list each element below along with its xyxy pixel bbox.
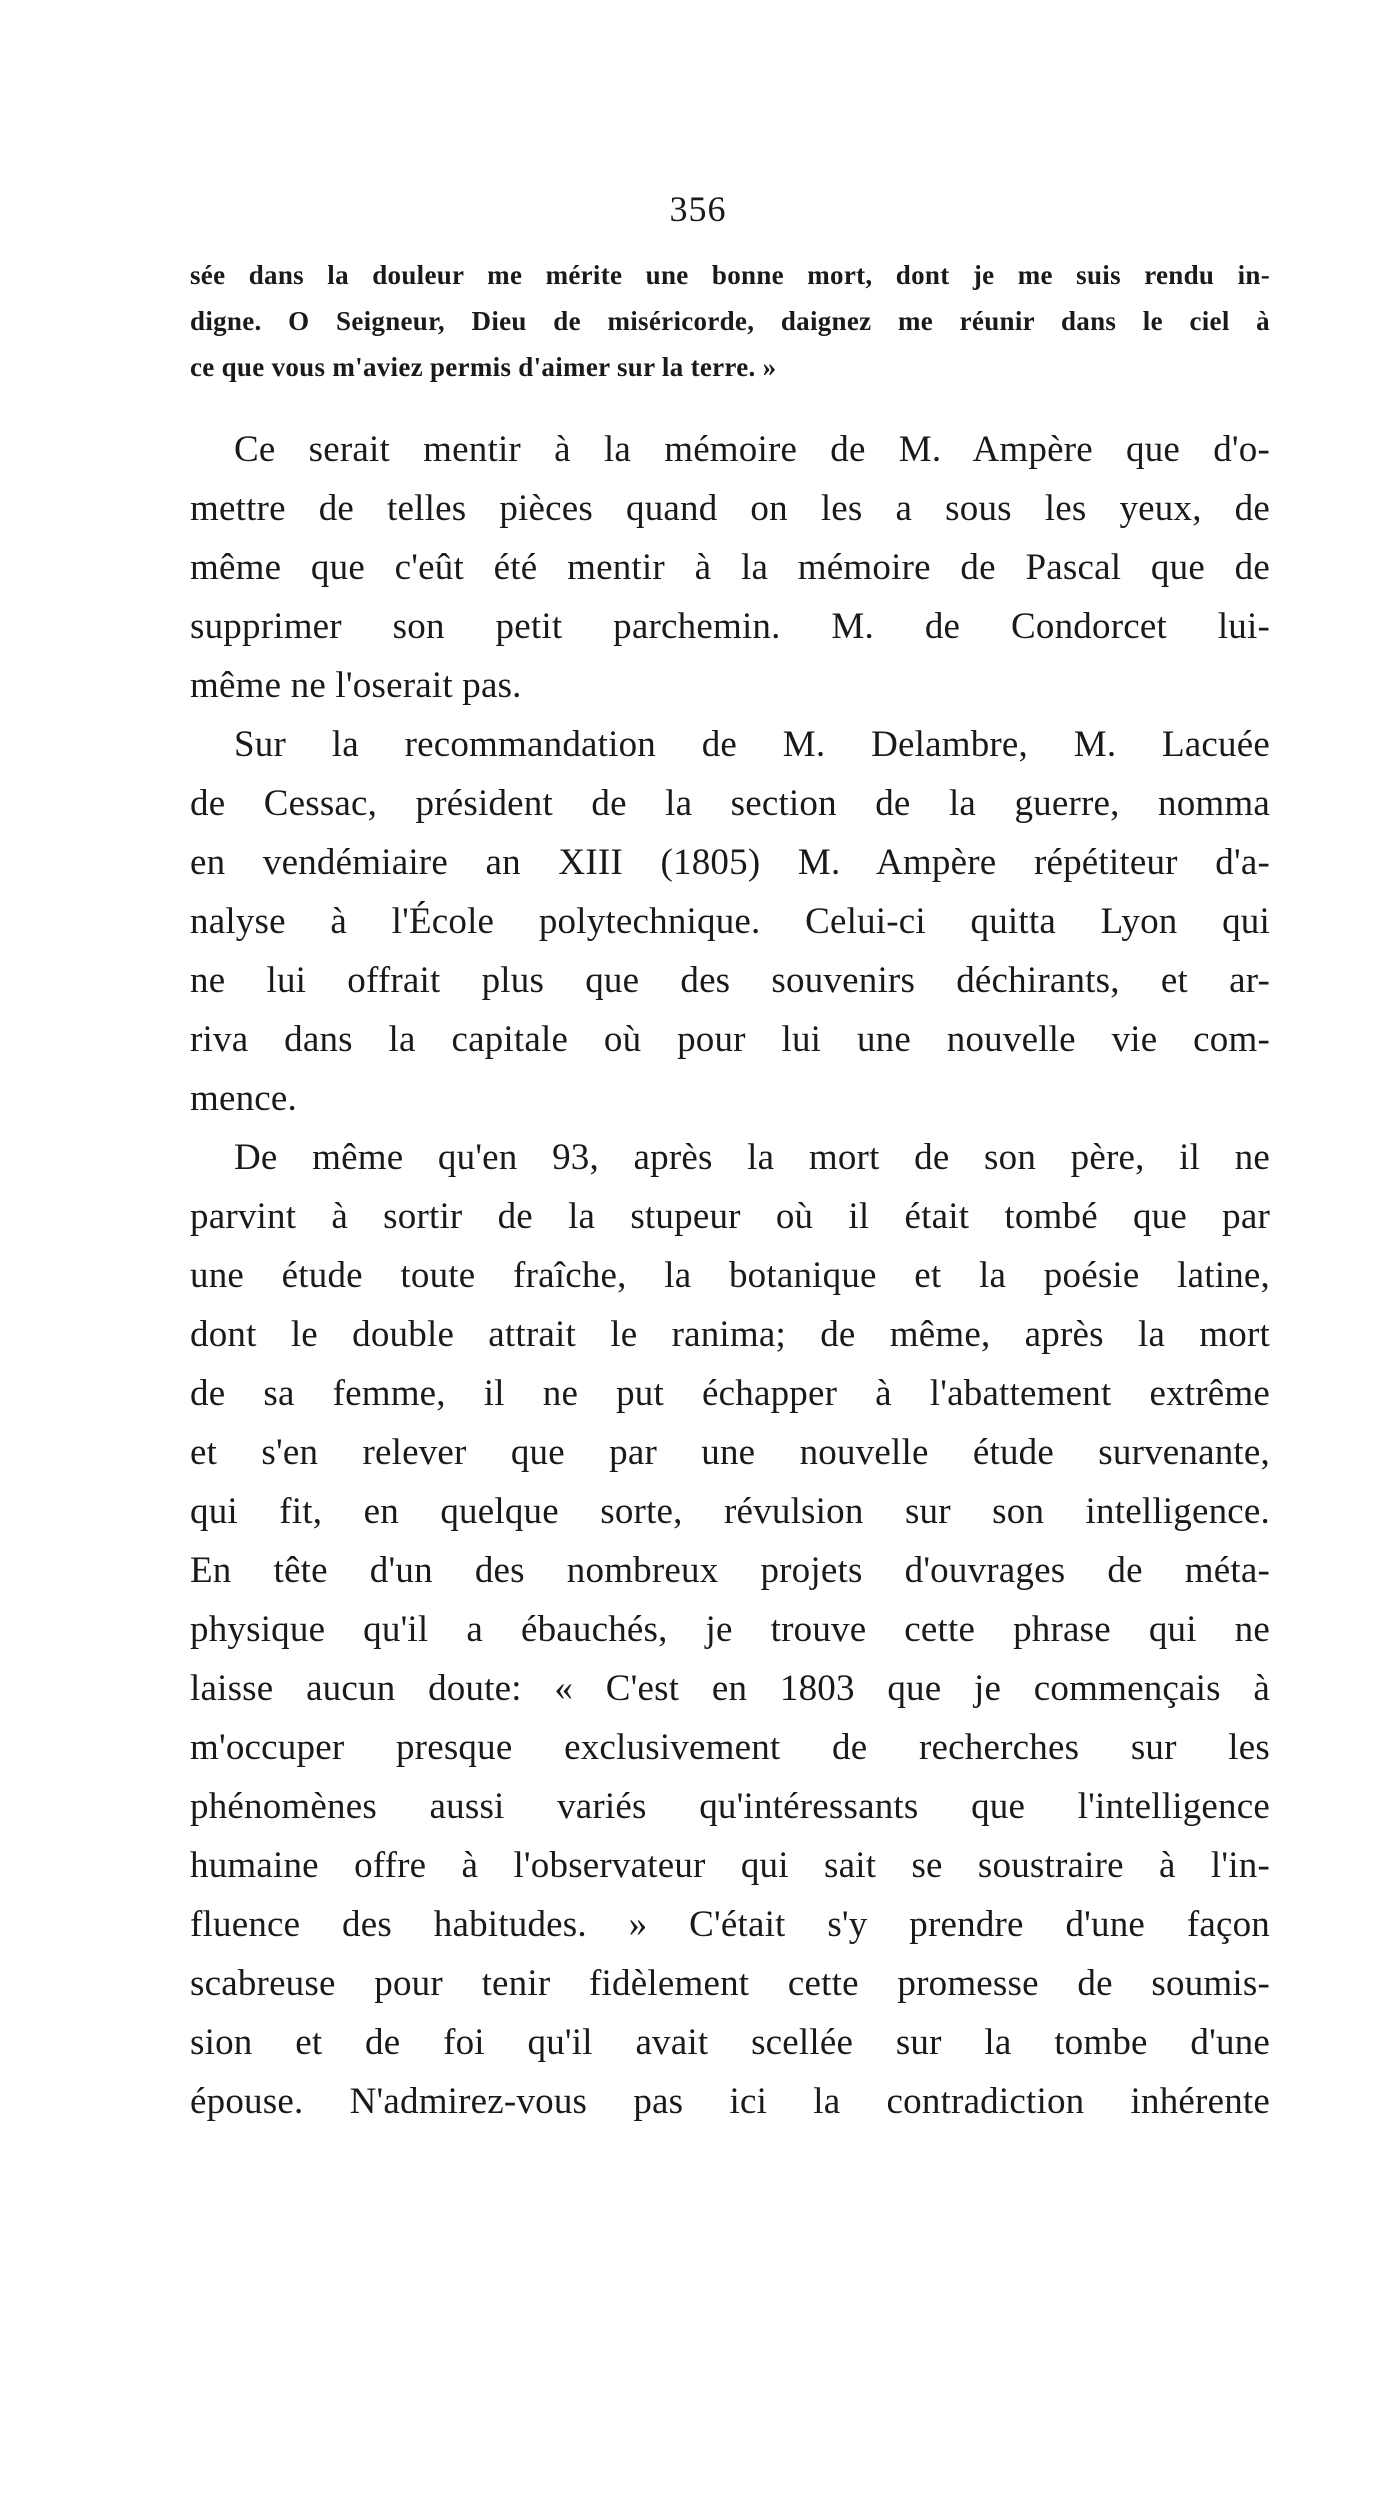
text-line: épouse. N'admirez-vous pas ici la contradiction inhérente	[190, 2081, 1270, 2122]
text-line: ne lui offrait plus que des souvenirs déchirants, et ar-	[190, 960, 1270, 1001]
text-line: m'occuper presque exclusivement de recherches sur les	[190, 1727, 1270, 1768]
body-text	[190, 420, 1270, 2131]
paragraph-1	[190, 420, 1270, 715]
text-line: en vendémiaire an XIII (1805) M. Ampère répétiteur d'a-	[190, 842, 1270, 883]
quote-line: digne. O Seigneur, Dieu de miséricorde, daignez me réunir dans le ciel à	[190, 306, 1270, 336]
text-line: mettre de telles pièces quand on les a sous les yeux, de	[190, 488, 1270, 529]
text-line: mence.	[190, 1078, 297, 1119]
text-line: humaine offre à l'observateur qui sait se soustraire à l'in-	[190, 1845, 1270, 1886]
text-line: laisse aucun doute: « C'est en 1803 que je commençais à	[190, 1668, 1270, 1709]
text-line: qui fit, en quelque sorte, révulsion sur son intelligence.	[190, 1491, 1270, 1532]
text-line: une étude toute fraîche, la botanique et la poésie latine,	[190, 1255, 1270, 1296]
text-line: nalyse à l'École polytechnique. Celui-ci quitta Lyon qui	[190, 901, 1270, 942]
text-line: Sur la recommandation de M. Delambre, M. Lacuée	[234, 724, 1270, 765]
text-line: et s'en relever que par une nouvelle étude survenante,	[190, 1432, 1270, 1473]
text-line: supprimer son petit parchemin. M. de Condorcet lui-	[190, 606, 1270, 647]
quote-block	[190, 252, 1270, 390]
paragraph-3	[190, 1128, 1270, 2131]
text-line: riva dans la capitale où pour lui une nouvelle vie com-	[190, 1019, 1270, 1060]
text-line: parvint à sortir de la stupeur où il était tombé que par	[190, 1196, 1270, 1237]
text-line: physique qu'il a ébauchés, je trouve cette phrase qui ne	[190, 1609, 1270, 1650]
text-line: De même qu'en 93, après la mort de son père, il ne	[234, 1137, 1270, 1178]
text-line: phénomènes aussi variés qu'intéressants que l'intelligence	[190, 1786, 1270, 1827]
text-line: même ne l'oserait pas.	[190, 665, 522, 706]
text-line: scabreuse pour tenir fidèlement cette promesse de soumis-	[190, 1963, 1270, 2004]
text-line: sion et de foi qu'il avait scellée sur la tombe d'une	[190, 2022, 1270, 2063]
text-line: En tête d'un des nombreux projets d'ouvrages de méta-	[190, 1550, 1270, 1591]
text-line: de sa femme, il ne put échapper à l'abattement extrême	[190, 1373, 1270, 1414]
text-line: dont le double attrait le ranima; de même, après la mort	[190, 1314, 1270, 1355]
text-line: Ce serait mentir à la mémoire de M. Ampère que d'o-	[234, 429, 1270, 470]
paragraph-2	[190, 715, 1270, 1128]
page-number: 356	[669, 189, 727, 229]
text-line: de Cessac, président de la section de la guerre, nomma	[190, 783, 1270, 824]
text-line: même que c'eût été mentir à la mémoire de Pascal que de	[190, 547, 1270, 588]
text-line: fluence des habitudes. » C'était s'y prendre d'une façon	[190, 1904, 1270, 1945]
quote-line: ce que vous m'aviez permis d'aimer sur la terre. »	[190, 352, 777, 382]
quote-line: sée dans la douleur me mérite une bonne mort, dont je me suis rendu in-	[190, 260, 1270, 290]
